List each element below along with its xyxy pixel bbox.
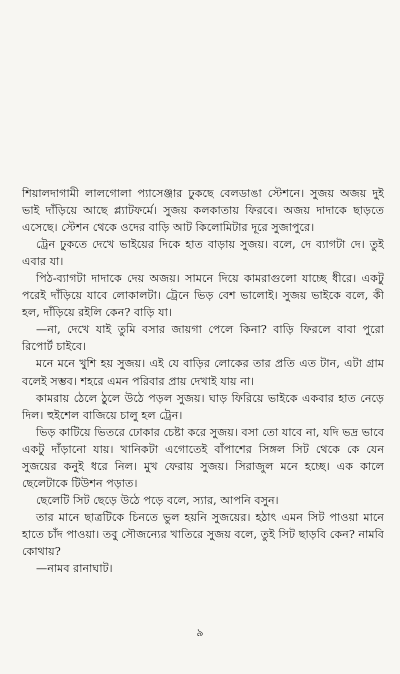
paragraph-9: তার মানে ছাত্রটিকে চিনতে ভুল হয়নি সুজয়ের। হঠাৎ এমন সিট পাওয়া মানে হাতে চাঁদ পাওয়া। তবু সৌজন্যের খাতিরে সুজয় বলে, তুই সিট ছাড়বি কেন? নামবি কোথায়? xyxy=(22,510,384,558)
paragraph-10: —নামব রানাঘাট। xyxy=(36,562,113,576)
paragraph-4: —না, দেখে যাই তুমি বসার জায়গা পেলে কিনা? বাড়ি ফিরলে বাবা পুরো রিপোর্ট চাইবে। xyxy=(22,323,384,354)
paragraph-3: পিঠ-ব্যাগটা দাদাকে দেয় অজয়। সামনে দিয়ে কামরাগুলো যাচ্ছে ধীরে। একটু পরেই দাঁড়িয়ে যাবে লোকালটা। ট্রেনে ভিড় বেশ ভালোই। সুজয় ভাইকে বলে, কী হল, দাঁড়িয়ে রইলি কেন? বাড়ি যা। xyxy=(22,272,384,320)
story-text xyxy=(22,185,384,577)
paragraph-2: ট্রেন ঢুকতে দেখে ভাইয়ের দিকে হাত বাড়ায় সুজয়। বলে, দে ব্যাগটা দে। তুই এবার যা। xyxy=(22,238,384,269)
page-number: ৯ xyxy=(196,626,204,639)
paragraph-1: শিয়ালদাগামী লালগোলা প্যাসেঞ্জার ঢুকছে বেলডাঙা স্টেশনে। সুজয় অজয় দুই ভাই দাঁড়িয়ে আছে প্ল্যাটফর্মে। সুজয় কলকাতায় ফিরবে। অজয় দাদাকে ছাড়তে এসেছে। স্টেশন থেকে ওদের বাড়ি আট কিলোমিটার দূরে সুজাপুরে। xyxy=(22,187,384,235)
paragraph-5: মনে মনে খুশি হয় সুজয়। এই যে বাড়ির লোকের তার প্রতি এত টান, এটা গ্রাম বলেই সম্ভব। শহরে এমন পরিবার প্রায় দেখাই যায় না। xyxy=(22,357,384,388)
paragraph-6: কামরায় ঠেলে ঠুলে উঠে পড়ল সুজয়। ঘাড় ফিরিয়ে ভাইকে একবার হাত নেড়ে দিল। হুইশেল বাজিয়ে চালু হল ট্রেন। xyxy=(22,391,384,422)
paragraph-8: ছেলেটি সিট ছেড়ে উঠে পড়ে বলে, স্যার, আপনি বসুন। xyxy=(36,493,279,507)
paragraph-7: ভিড় কাটিয়ে ভিতরে ঢোকার চেষ্টা করে সুজয়। বসা তো যাবে না, যদি ভদ্র ভাবে একটু দাঁড়ানো যায়। খানিকটা এগোতেই বাঁপাশের সিঙ্গল সিট থেকে কে যেন সুজয়ের কনুই ধরে নিল। মুখ ফেরায় সুজয়। সিরাজুল মনে হচ্ছে। এক কালে ছেলেটাকে টিউশন পড়াত। xyxy=(22,425,384,490)
